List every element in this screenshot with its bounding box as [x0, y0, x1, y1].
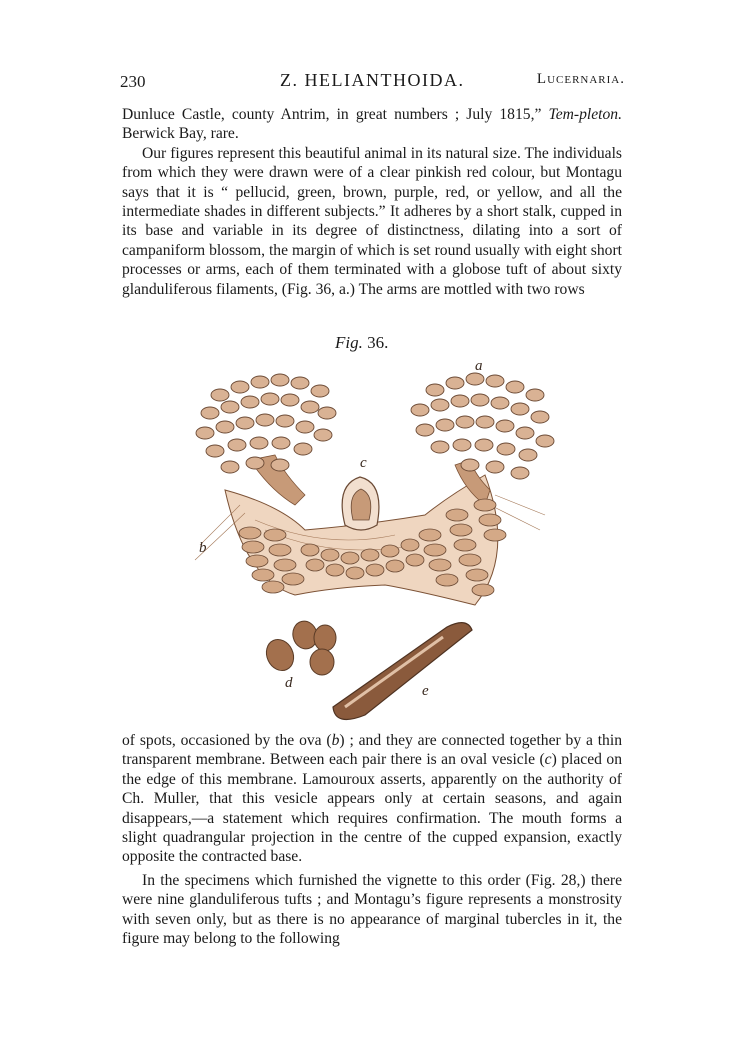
page-header — [120, 70, 625, 94]
bottom-text-block — [122, 731, 622, 948]
paragraph-3-text-c: ) ; and they are connected together by a thin transparent membrane. Between each pair there is an oval vesicle ( — [122, 732, 622, 769]
figure-caption-number: 36. — [367, 333, 389, 352]
paragraph-3-text-e: ) placed on the edge of this membrane. Lamouroux asserts, apparently on the authority of Ch. Muller, that this vesicle appears only at certain seasons, and again disappears,—a statement which requires confirmation. The mouth forms a slight quadrangular projection in the centre of the cupped expansion, exactly opposite the contracted base. — [122, 751, 622, 866]
figure-caption — [335, 333, 388, 353]
paragraph-1 — [122, 105, 622, 144]
top-text-block — [122, 105, 622, 299]
paragraph-1-text-c: Berwick Bay, rare. — [122, 125, 239, 143]
detached-ova-d — [261, 618, 336, 675]
paragraph-1-text-a: Dunluce Castle, county Antrim, in great numbers ; July 1815,” — [122, 106, 542, 123]
lucernaria-illustration — [185, 355, 575, 730]
page-number: 230 — [120, 72, 146, 91]
running-genus: Lucernaria. — [536, 71, 625, 87]
label-d: d — [285, 675, 293, 691]
paragraph-3-ref-b: b — [331, 732, 340, 749]
paragraph-3 — [122, 731, 622, 867]
paragraph-4: In the specimens which furnished the vignette to this order (Fig. 28,) there were nine glanduliferous tufts ; and Montagu’s figure represents a monstrosity with seven only, but as there is no appearance of marginal tubercles in it, the figure may belong to the following — [122, 871, 622, 948]
running-title: Z. HELIANTHOIDA. — [280, 70, 465, 90]
paragraph-3-ref-c: c — [544, 751, 552, 769]
paragraph-3-text-a: of spots, occasioned by the ova ( — [122, 732, 332, 749]
label-c: c — [360, 455, 367, 471]
label-b: b — [199, 540, 207, 556]
label-e: e — [422, 683, 429, 699]
paragraph-2: Our figures represent this beautiful animal in its natural size. The individuals from which they were drawn were of a clear pinkish red colour, but Montagu says that it is “ pellucid, green, brown, purple, red, or yellow, and all the intermediate shades in different subjects.” It adheres by a short stalk, cupped in its base and variable in its degree of distinctness, dilating into a sort of campaniform blossom, the margin of which is set round usually with eight short processes or arms, each of them terminated with a globose tuft of about sixty glanduliferous filaments, (Fig. 36, a.) The arms are mottled with two rows — [122, 144, 622, 298]
paragraph-1-author: Tem-pleton. — [548, 106, 622, 123]
label-a: a — [475, 358, 483, 374]
figure-caption-word: Fig. — [335, 333, 363, 352]
filament-e — [333, 623, 472, 720]
right-tuft — [411, 373, 554, 479]
